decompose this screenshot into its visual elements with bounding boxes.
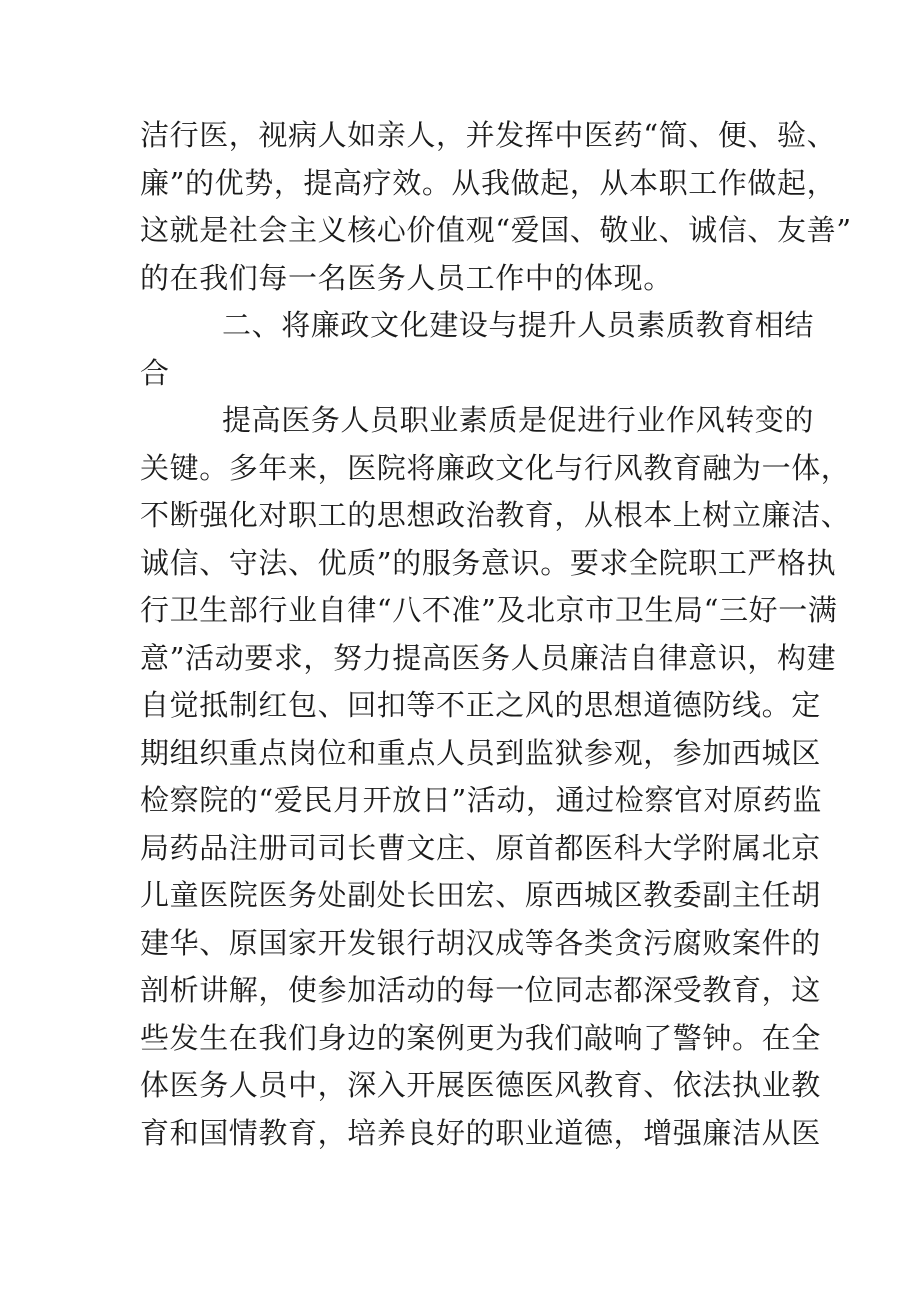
text-line: 行卫生部行业自律“八不准”及北京市卫生局“三好一满 bbox=[140, 593, 838, 627]
text-line: 意”活动要求，努力提高医务人员廉洁自律意识，构建 bbox=[140, 640, 837, 675]
text-line: 剖析讲解，使参加活动的每一位同志都深受教育，这 bbox=[140, 973, 821, 1007]
heading-line: 二、将廉政文化建设与提升人员素质教育相结 bbox=[222, 308, 815, 342]
text-line: 体医务人员中，深入开展医德医风教育、依法执业教 bbox=[140, 1068, 821, 1102]
text-line: 廉”的优势，提高疗效。从我做起，从本职工作做起， bbox=[140, 165, 837, 200]
text-line: 洁行医，视病人如亲人，并发挥中医药“简、便、验、 bbox=[140, 118, 837, 152]
text-line: 这就是社会主义核心价值观“爱国、敬业、诚信、友善” bbox=[140, 213, 852, 247]
text-line: 期组织重点岗位和重点人员到监狱参观，参加西城区 bbox=[140, 735, 821, 770]
text-line: 建华、原国家开发银行胡汉成等各类贪污腐败案件的 bbox=[140, 925, 821, 960]
text-line: 局药品注册司司长曹文庄、原首都医科大学附属北京 bbox=[140, 830, 821, 865]
text-line: 自觉抵制红包、回扣等不正之风的思想道德防线。定 bbox=[140, 688, 821, 722]
text-line: 关键。多年来，医院将廉政文化与行风教育融为一体， bbox=[140, 450, 851, 485]
text-line: 儿童医院医务处副处长田宏、原西城区教委副主任胡 bbox=[140, 878, 821, 912]
text-line: 提高医务人员职业素质是促进行业作风转变的 bbox=[222, 403, 815, 437]
text-line: 诚信、守法、优质”的服务意识。要求全院职工严格执 bbox=[140, 545, 837, 580]
text-line: 不断强化对职工的思想政治教育，从根本上树立廉洁、 bbox=[140, 498, 851, 532]
heading-line: 合 bbox=[140, 355, 170, 390]
paragraph bbox=[140, 397, 851, 1157]
text-line: 检察院的“爱民月开放日”活动，通过检察官对原药监 bbox=[140, 783, 823, 817]
document-body bbox=[140, 112, 852, 1157]
paragraph-continuation bbox=[140, 112, 852, 302]
text-line: 的在我们每一名医务人员工作中的体现。 bbox=[140, 260, 673, 295]
section-heading bbox=[140, 302, 815, 397]
text-line: 些发生在我们身边的案例更为我们敲响了警钟。在全 bbox=[140, 1020, 821, 1055]
text-line: 育和国情教育，培养良好的职业道德，增强廉洁从医 bbox=[140, 1115, 821, 1150]
